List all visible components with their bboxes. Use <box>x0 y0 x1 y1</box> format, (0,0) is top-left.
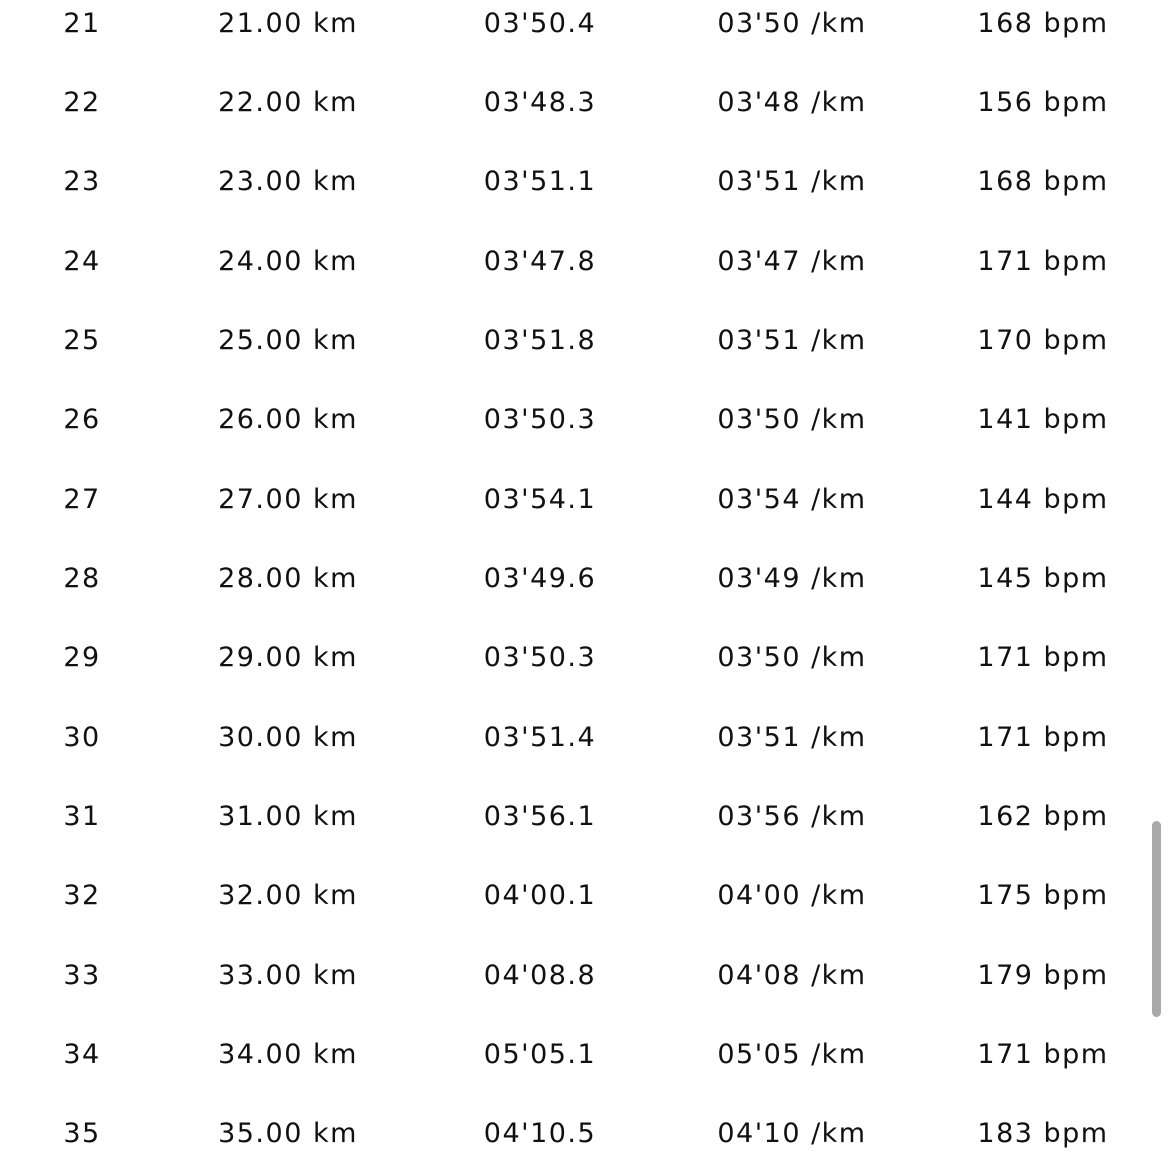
split-distance: 34.00 km <box>218 1039 358 1070</box>
split-time: 05'05.1 <box>483 1039 597 1070</box>
split-time: 03'51.4 <box>483 722 597 753</box>
split-number: 35 <box>63 1118 101 1149</box>
split-pace: 03'51 /km <box>717 166 867 197</box>
split-pace: 03'50 /km <box>717 642 867 673</box>
split-distance: 28.00 km <box>218 563 358 594</box>
split-row <box>0 946 1150 1006</box>
split-number: 22 <box>63 87 101 118</box>
split-time: 03'50.3 <box>483 404 597 435</box>
split-distance: 22.00 km <box>218 87 358 118</box>
split-pace: 03'56 /km <box>717 801 867 832</box>
split-time: 04'08.8 <box>483 960 597 991</box>
split-pace: 04'10 /km <box>717 1118 867 1149</box>
split-row <box>0 866 1150 926</box>
split-pace: 03'54 /km <box>717 484 867 515</box>
split-distance: 32.00 km <box>218 880 358 911</box>
split-distance: 33.00 km <box>218 960 358 991</box>
split-row <box>0 232 1150 292</box>
split-pace: 04'08 /km <box>717 960 867 991</box>
split-distance: 25.00 km <box>218 325 358 356</box>
split-heart-rate: 141 bpm <box>977 404 1109 435</box>
split-heart-rate: 168 bpm <box>977 166 1109 197</box>
split-pace: 03'51 /km <box>717 325 867 356</box>
split-pace: 03'48 /km <box>717 87 867 118</box>
split-time: 03'49.6 <box>483 563 597 594</box>
split-distance: 23.00 km <box>218 166 358 197</box>
split-distance: 24.00 km <box>218 246 358 277</box>
split-row <box>0 708 1150 768</box>
split-row <box>0 1104 1150 1164</box>
split-number: 31 <box>63 801 101 832</box>
split-row <box>0 0 1150 54</box>
split-heart-rate: 156 bpm <box>977 87 1109 118</box>
split-number: 21 <box>63 8 101 39</box>
split-heart-rate: 145 bpm <box>977 563 1109 594</box>
split-number: 29 <box>63 642 101 673</box>
split-time: 03'47.8 <box>483 246 597 277</box>
split-time: 03'51.1 <box>483 166 597 197</box>
split-number: 28 <box>63 563 101 594</box>
split-pace: 04'00 /km <box>717 880 867 911</box>
split-row <box>0 549 1150 609</box>
split-number: 27 <box>63 484 101 515</box>
split-distance: 35.00 km <box>218 1118 358 1149</box>
split-heart-rate: 183 bpm <box>977 1118 1109 1149</box>
split-heart-rate: 171 bpm <box>977 1039 1109 1070</box>
split-row <box>0 628 1150 688</box>
split-distance: 21.00 km <box>218 8 358 39</box>
split-row <box>0 73 1150 133</box>
split-number: 33 <box>63 960 101 991</box>
split-distance: 26.00 km <box>218 404 358 435</box>
split-number: 30 <box>63 722 101 753</box>
scrollbar-thumb[interactable] <box>1152 821 1161 1017</box>
split-time: 03'51.8 <box>483 325 597 356</box>
split-pace: 03'50 /km <box>717 404 867 435</box>
split-time: 03'54.1 <box>483 484 597 515</box>
split-row <box>0 470 1150 530</box>
split-time: 03'50.3 <box>483 642 597 673</box>
split-heart-rate: 168 bpm <box>977 8 1109 39</box>
split-pace: 03'51 /km <box>717 722 867 753</box>
split-pace: 03'47 /km <box>717 246 867 277</box>
split-heart-rate: 175 bpm <box>977 880 1109 911</box>
split-distance: 31.00 km <box>218 801 358 832</box>
split-pace: 03'49 /km <box>717 563 867 594</box>
split-time: 03'56.1 <box>483 801 597 832</box>
split-time: 04'10.5 <box>483 1118 597 1149</box>
split-heart-rate: 144 bpm <box>977 484 1109 515</box>
split-number: 32 <box>63 880 101 911</box>
split-number: 23 <box>63 166 101 197</box>
split-distance: 29.00 km <box>218 642 358 673</box>
split-number: 24 <box>63 246 101 277</box>
split-heart-rate: 171 bpm <box>977 722 1109 753</box>
split-row <box>0 1025 1150 1085</box>
split-number: 25 <box>63 325 101 356</box>
split-row <box>0 152 1150 212</box>
split-heart-rate: 170 bpm <box>977 325 1109 356</box>
split-number: 26 <box>63 404 101 435</box>
split-heart-rate: 171 bpm <box>977 642 1109 673</box>
split-row <box>0 311 1150 371</box>
split-row <box>0 787 1150 847</box>
split-pace: 03'50 /km <box>717 8 867 39</box>
split-pace: 05'05 /km <box>717 1039 867 1070</box>
split-row <box>0 390 1150 450</box>
split-distance: 30.00 km <box>218 722 358 753</box>
split-heart-rate: 179 bpm <box>977 960 1109 991</box>
split-heart-rate: 171 bpm <box>977 246 1109 277</box>
split-distance: 27.00 km <box>218 484 358 515</box>
split-time: 03'50.4 <box>483 8 597 39</box>
split-heart-rate: 162 bpm <box>977 801 1109 832</box>
split-time: 04'00.1 <box>483 880 597 911</box>
split-number: 34 <box>63 1039 101 1070</box>
split-time: 03'48.3 <box>483 87 597 118</box>
